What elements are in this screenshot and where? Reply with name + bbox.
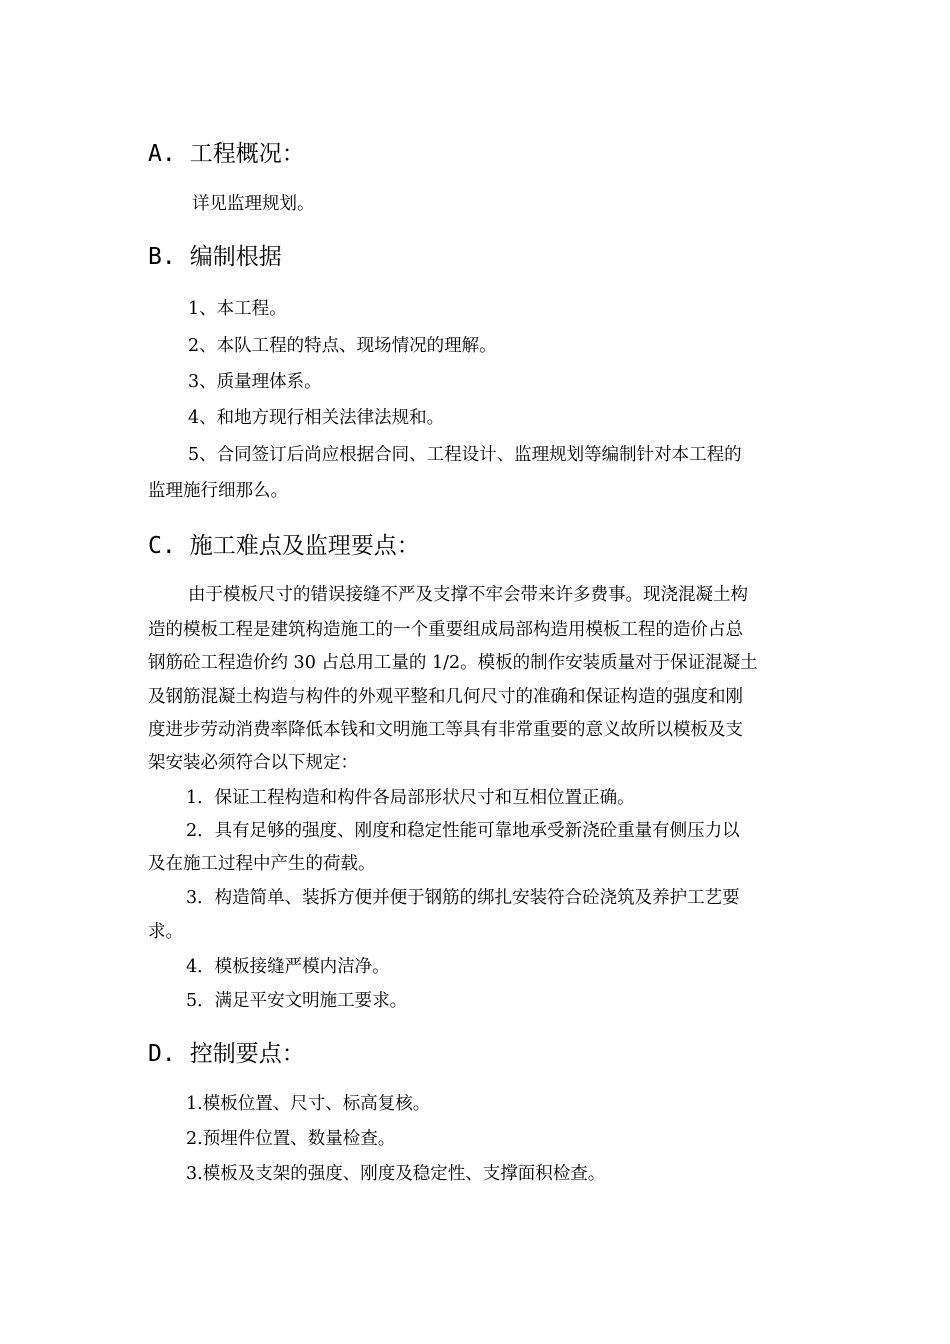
section-b-item: 监理施行细那么。	[148, 481, 288, 501]
section-d-item: 3.模板及支架的强度、刚度及稳定性、支撑面积检查。	[186, 1164, 606, 1184]
section-c-title: 施工难点及监理要点：	[189, 533, 420, 559]
section-b-item: 5、合同签订后尚应根据合同、工程设计、监理规划等编制针对本工程的	[188, 445, 742, 465]
section-a-title: 工程概况：	[189, 141, 305, 167]
section-b-letter: B.	[148, 244, 176, 270]
section-b-item: 3、质量理体系。	[188, 372, 322, 392]
section-c-letter: C.	[148, 533, 176, 559]
section-c-paragraph-line: 架安装必须符合以下规定：	[148, 753, 358, 773]
section-c-paragraph-line: 由于模板尺寸的错误接缝不严及支撑不牢会带来许多费事。现浇混凝土构	[188, 585, 748, 605]
section-c-item: 4．模板接缝严模内洁净。	[186, 957, 390, 977]
section-d-letter: D.	[148, 1041, 176, 1067]
section-b-title: 编制根据	[189, 244, 282, 270]
section-c-paragraph-line: 造的模板工程是建筑构造施工的一个重要组成局部构造用模板工程的造价占总	[148, 620, 743, 640]
section-c-paragraph-line: 度进步劳动消费率降低本钱和文明施工等具有非常重要的意义故所以模板及支	[148, 720, 743, 740]
section-c-item: 2．具有足够的强度、刚度和稳定性能可靠地承受新浇砼重量有侧压力以	[186, 821, 740, 841]
section-b-item: 2、本队工程的特点、现场情况的理解。	[188, 336, 497, 356]
section-d-item: 2.预埋件位置、数量检查。	[186, 1129, 396, 1149]
section-c-paragraph-line: 及钢筋混凝土构造与构件的外观平整和几何尺寸的准确和保证构造的强度和刚	[148, 687, 743, 707]
section-c-item: 及在施工过程中产生的荷载。	[148, 854, 376, 874]
section-c-item: 3．构造简单、装拆方便并便于钢筋的绑扎安装符合砼浇筑及养护工艺要	[186, 888, 740, 908]
section-d-item: 1.模板位置、尺寸、标高复核。	[186, 1094, 431, 1114]
section-b-heading	[148, 246, 282, 269]
section-d-title: 控制要点：	[189, 1041, 305, 1067]
section-c-item: 1．保证工程构造和构件各局部形状尺寸和互相位置正确。	[186, 788, 635, 808]
section-a-body: 详见监理规划。	[192, 194, 315, 214]
section-d-heading	[148, 1043, 305, 1066]
section-c-item: 5．满足平安文明施工要求。	[186, 991, 408, 1011]
section-a-heading	[148, 143, 305, 166]
section-c-heading	[148, 535, 420, 558]
section-c-item: 求。	[148, 922, 183, 942]
section-a-letter: A.	[148, 141, 176, 167]
section-c-paragraph-line: 钢筋砼工程造价约 30 占总用工量的 1/2。模板的制作安装质量对于保证混凝土	[148, 653, 758, 673]
section-b-item: 1、本工程。	[188, 299, 287, 319]
section-b-item: 4、和地方现行相关法律法规和。	[188, 408, 445, 428]
